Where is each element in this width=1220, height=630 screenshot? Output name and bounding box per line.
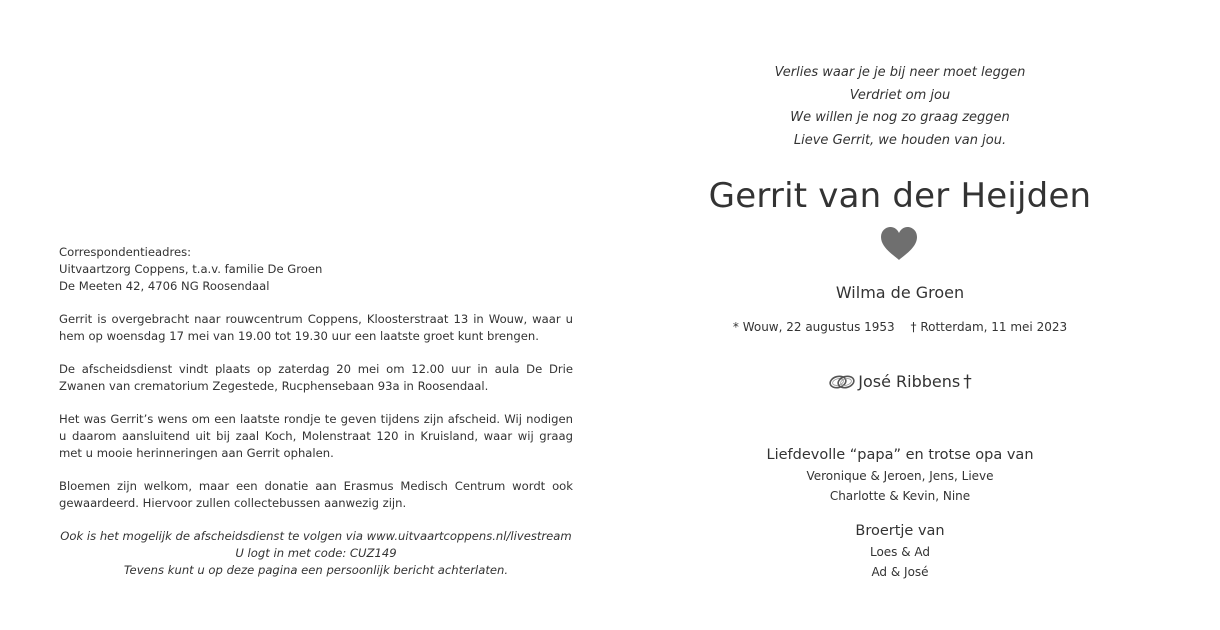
late-partner <box>690 369 1110 395</box>
heart-icon <box>880 226 918 262</box>
reception-paragraph: Het was Gerrit’s wens om een laatste rondje te geven tijdens zijn afscheid. Wij nodigen u daarom aansluitend uit bij zaal Koch, Molenstraat 120 in Kruisland, waar wij graag met u mooie herinneringen aan Gerrit ophalen. <box>59 412 573 460</box>
correspondence-address <box>59 244 573 295</box>
flowers-paragraph: Bloemen zijn welkom, maar een donatie aan Erasmus Medisch Centrum wordt ook gewaardeerd. Hiervoor zullen collectebussen aanwezig zijn. <box>59 479 573 510</box>
siblings-line: Loes & Ad <box>869 545 931 559</box>
livestream-info <box>59 528 573 579</box>
livestream-line: U logt in met code: CUZ149 <box>235 546 397 560</box>
deceased-name: Gerrit van der Heijden <box>708 176 1092 216</box>
death-date: † Rotterdam, 11 mei 2023 <box>910 320 1068 334</box>
children-line: Charlotte & Kevin, Nine <box>829 489 971 503</box>
address-line: Correspondentieadres: <box>59 245 192 259</box>
siblings-line: Ad & José <box>871 565 929 579</box>
poem <box>690 62 1110 152</box>
partner-name: Wilma de Groen <box>835 283 965 302</box>
children-section <box>690 444 1110 506</box>
address-line: De Meeten 42, 4706 NG Roosendaal <box>59 279 270 293</box>
wedding-rings-icon <box>828 372 856 390</box>
service-paragraph: De afscheidsdienst vindt plaats op zaterdag 20 mei om 12.00 uur in aula De Drie Zwanen van crematorium Zegestede, Rucphensebaan 93a in Roosendaal. <box>59 362 573 393</box>
poem-line: Verlies waar je je bij neer moet leggen <box>774 65 1026 80</box>
life-dates <box>690 317 1110 337</box>
children-line: Veronique & Jeroen, Jens, Lieve <box>806 469 994 483</box>
heart-shape <box>881 227 917 260</box>
viewing-paragraph: Gerrit is overgebracht naar rouwcentrum Coppens, Kloosterstraat 13 in Wouw, waar u hem op woensdag 17 mei van 19.00 tot 19.30 uur een laatste groet kunt brengen. <box>59 312 573 343</box>
late-partner-name: José Ribbens <box>858 372 961 391</box>
poem-line: We willen je nog zo graag zeggen <box>790 110 1010 125</box>
info-column <box>59 244 573 579</box>
children-heading: Liefdevolle “papa” en trotse opa van <box>766 447 1034 463</box>
address-line: Uitvaartzorg Coppens, t.a.v. familie De Groen <box>59 262 323 276</box>
poem-line: Verdriet om jou <box>849 87 951 103</box>
cross-icon: † <box>963 372 972 392</box>
birth-date: * Wouw, 22 augustus 1953 <box>732 320 895 334</box>
livestream-line: Ook is het mogelijk de afscheidsdienst te volgen via www.uitvaartcoppens.nl/livestream <box>60 529 572 543</box>
livestream-line: Tevens kunt u op deze pagina een persoonlijk bericht achterlaten. <box>123 563 509 577</box>
poem-line: Lieve Gerrit, we houden van jou. <box>793 132 1007 148</box>
siblings-section <box>690 520 1110 582</box>
siblings-heading: Broertje van <box>855 523 945 539</box>
